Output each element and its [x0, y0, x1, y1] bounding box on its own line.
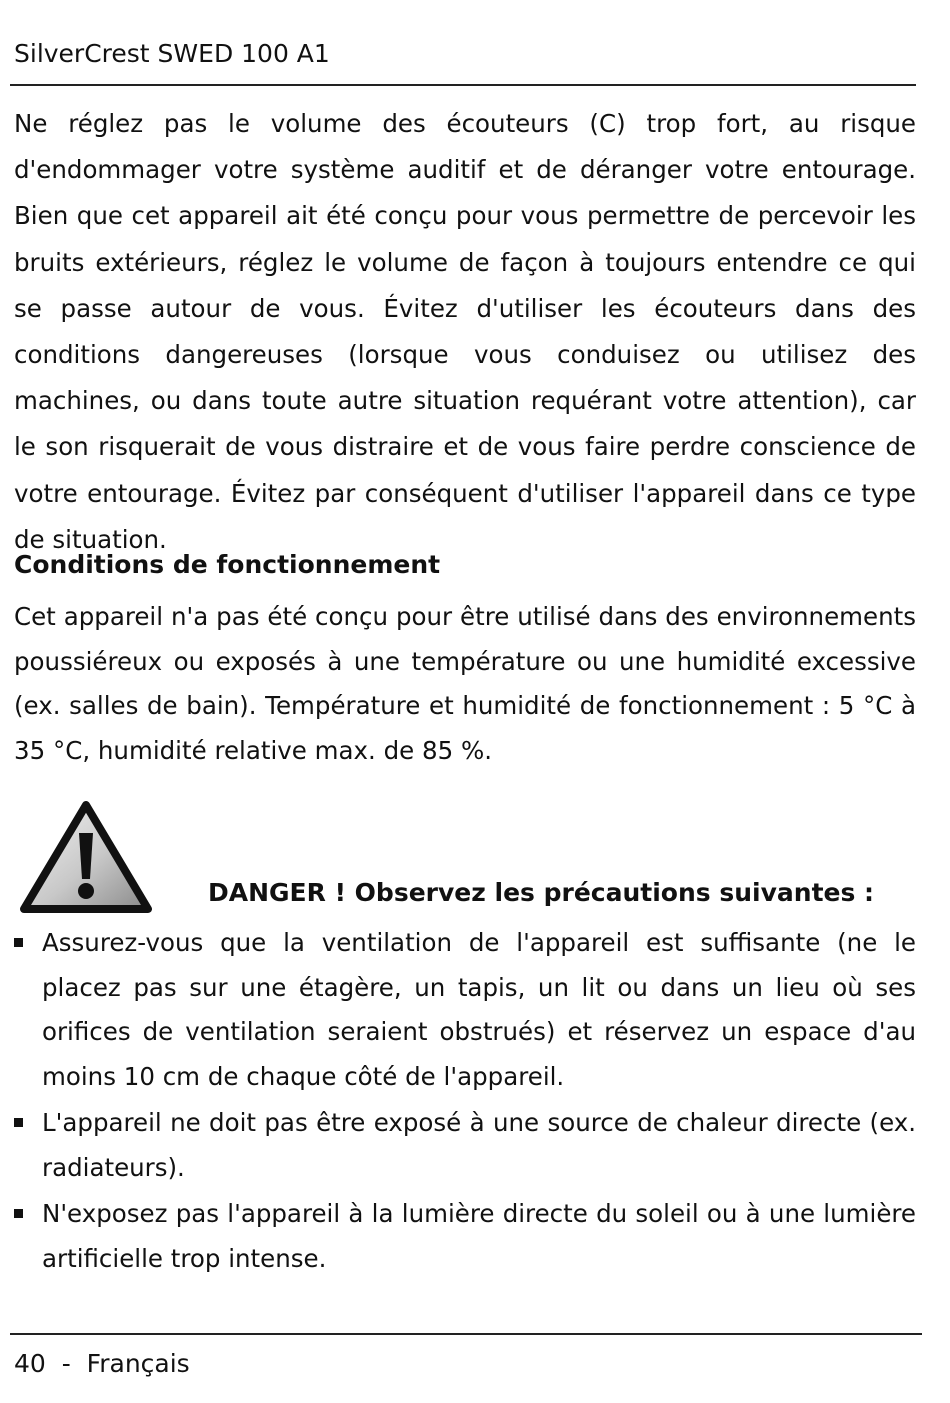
list-item-text: L'appareil ne doit pas être exposé à une source de chaleur directe (ex. radiateurs).: [42, 1108, 916, 1182]
bullet-square-icon: [14, 1209, 23, 1218]
header-divider: [10, 84, 916, 86]
page-header: [14, 36, 916, 72]
footer-divider: [10, 1333, 922, 1335]
intro-paragraph: Ne réglez pas le volume des écouteurs (C) trop fort, au risque d'endommager votre système auditif et de déranger votre entourage. Bien que cet appareil ait été conçu pour vous permettre de percevoir les bruits extérieurs, réglez le volume de façon à toujours entendre ce qui se passe autour de vous. Évitez d'utiliser les écouteurs dans des conditions dangereuses (lorsque vous conduisez ou utilisez des machines, ou dans toute autre situation requérant votre attention), car le son risquerait de vous distraire et de vous faire perdre conscience de votre entourage. Évitez par conséquent d'utiliser l'appareil dans ce type de situation.: [14, 109, 916, 554]
list-item: [0, 921, 916, 1099]
product-title: SilverCrest SWED 100 A1: [14, 39, 330, 68]
list-item: [0, 1192, 916, 1281]
danger-heading: DANGER ! Observez les précautions suivantes :: [208, 878, 875, 907]
page-number: 40: [14, 1349, 46, 1378]
warning-triangle-icon: [18, 799, 154, 917]
list-item: [0, 1101, 916, 1190]
bullet-square-icon: [14, 938, 23, 947]
list-item-text: N'exposez pas l'appareil à la lumière directe du soleil ou à une lumière artificielle trop intense.: [42, 1199, 916, 1273]
danger-list: [0, 921, 916, 1283]
section-title-operating-conditions: Conditions de fonctionnement: [14, 550, 441, 579]
footer-language: Français: [86, 1349, 190, 1378]
list-item-text: Assurez-vous que la ventilation de l'appareil est suffisante (ne le placez pas sur une étagère, un tapis, un lit ou dans un lieu où ses orifices de ventilation seraient obstrués) et réservez un espace d'au moins 10 cm de chaque côté de l'appareil.: [42, 928, 916, 1091]
footer-separator: -: [61, 1349, 71, 1378]
bullet-square-icon: [14, 1118, 23, 1127]
operating-conditions-paragraph: Cet appareil n'a pas été conçu pour être utilisé dans des environnements poussiéreux ou exposés à une température ou une humidité excessive (ex. salles de bain). Température et humidité de fonctionnement : 5 °C à 35 °C, humidité relative max. de 85 %.: [14, 602, 916, 765]
page-footer: [14, 1346, 190, 1382]
